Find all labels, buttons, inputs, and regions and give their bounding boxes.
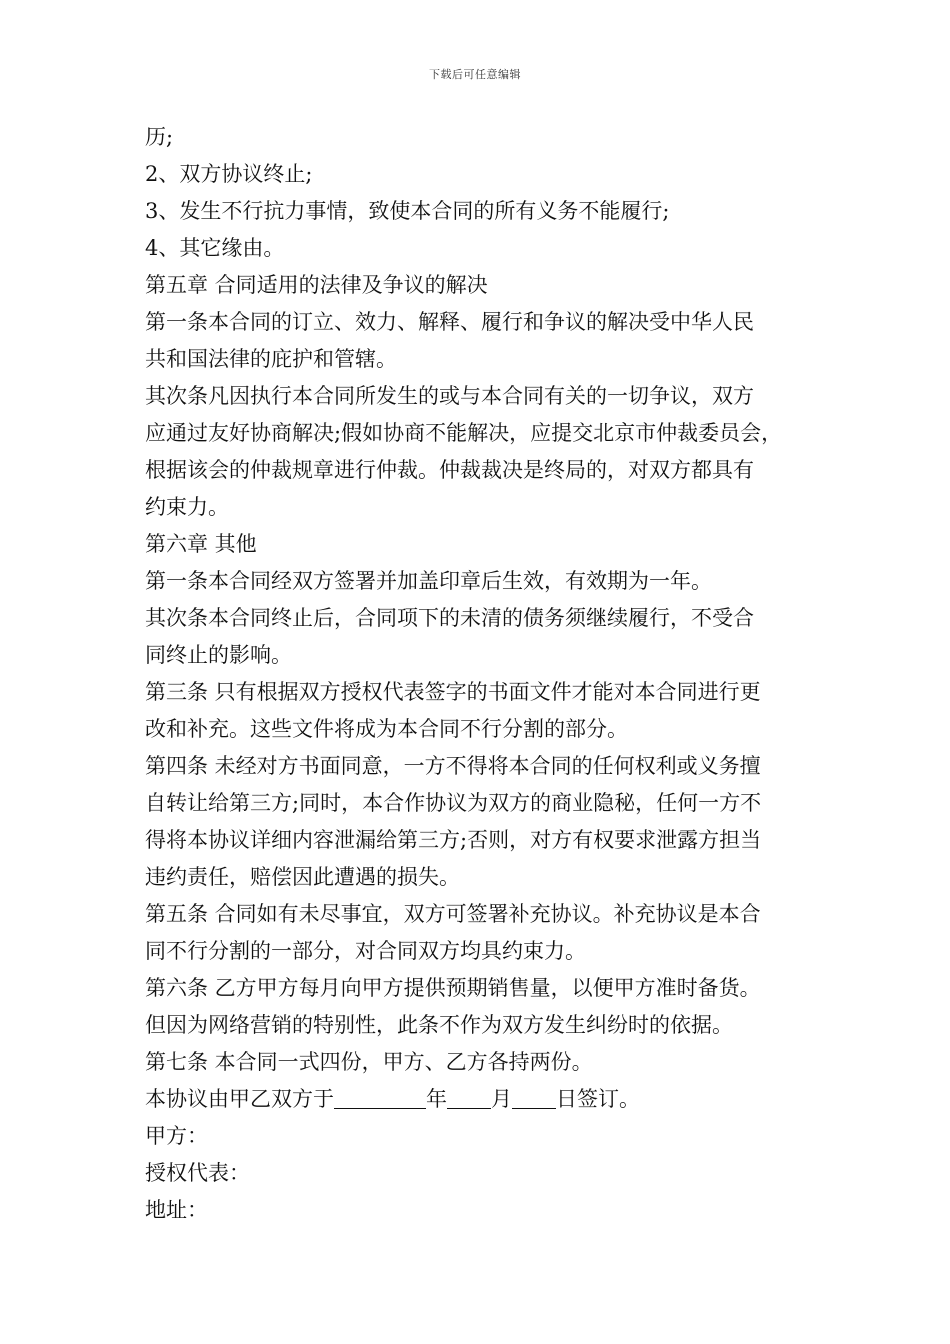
- text-line: 2、双方协议终止;: [145, 162, 313, 186]
- text-line: 自转让给第三方;同时，本合作协议为双方的商业隐秘，任何一方不: [145, 791, 762, 815]
- text-line: 共和国法律的庇护和管辖。: [145, 347, 397, 371]
- address-label: 地址：: [145, 1198, 208, 1222]
- chapter-heading: 第六章 其他: [145, 532, 257, 556]
- text-line: 第四条 未经对方书面同意，一方不得将本合同的任何权利或义务擅: [145, 754, 761, 778]
- text-line: 第一条本合同的订立、效力、解释、履行和争议的解决受中华人民: [145, 310, 754, 334]
- text-line: 根据该会的仲裁规章进行仲裁。仲裁裁决是终局的，对双方都具有: [145, 458, 754, 482]
- text-line: 第六条 乙方甲方每月向甲方提供预期销售量，以便甲方准时备货。: [145, 976, 761, 1000]
- text-line: 历;: [145, 125, 174, 149]
- text-line: 3、发生不行抗力事情，致使本合同的所有义务不能履行;: [145, 199, 670, 223]
- text-line: 得将本协议详细内容泄漏给第三方;否则，对方有权要求泄露方担当: [145, 828, 762, 852]
- text-line: 第七条 本合同一式四份，甲方、乙方各持两份。: [145, 1050, 593, 1074]
- signing-prefix: 本协议由甲乙双方于: [145, 1087, 334, 1111]
- text-line: 其次条本合同终止后，合同项下的未清的债务须继续履行，不受合: [145, 606, 754, 630]
- day-label: 日签订。: [556, 1087, 640, 1111]
- signing-date-line: [145, 1081, 817, 1118]
- representative-label: 授权代表：: [145, 1161, 250, 1185]
- text-line: 违约责任，赔偿因此遭遇的损失。: [145, 865, 460, 889]
- text-line: 应通过友好协商解决;假如协商不能解决，应提交北京市仲裁委员会，: [145, 421, 783, 445]
- month-label: 月: [491, 1087, 512, 1111]
- text-line: 改和补充。这些文件将成为本合同不行分割的部分。: [145, 717, 628, 741]
- text-line: 第一条本合同经双方签署并加盖印章后生效，有效期为一年。: [145, 569, 712, 593]
- party-a-label: 甲方：: [145, 1124, 208, 1148]
- text-line: 但因为网络营销的特别性，此条不作为双方发生纠纷时的依据。: [145, 1013, 733, 1037]
- text-line: 约束力。: [145, 495, 229, 519]
- text-line: 第五条 合同如有未尽事宜，双方可签署补充协议。补充协议是本合: [145, 902, 761, 926]
- text-line: 第三条 只有根据双方授权代表签字的书面文件才能对本合同进行更: [145, 680, 761, 704]
- month-blank: [447, 1086, 491, 1109]
- day-blank: [512, 1086, 556, 1109]
- page-header: 下载后可任意编辑: [429, 68, 521, 81]
- year-blank: [334, 1086, 426, 1109]
- year-label: 年: [426, 1087, 447, 1111]
- contract-body: [145, 119, 817, 1229]
- text-line: 其次条凡因执行本合同所发生的或与本合同有关的一切争议，双方: [145, 384, 754, 408]
- chapter-heading: 第五章 合同适用的法律及争议的解决: [145, 273, 488, 297]
- text-line: 同不行分割的一部分，对合同双方均具约束力。: [145, 939, 586, 963]
- text-line: 4、其它缘由。: [145, 236, 285, 260]
- text-line: 同终止的影响。: [145, 643, 292, 667]
